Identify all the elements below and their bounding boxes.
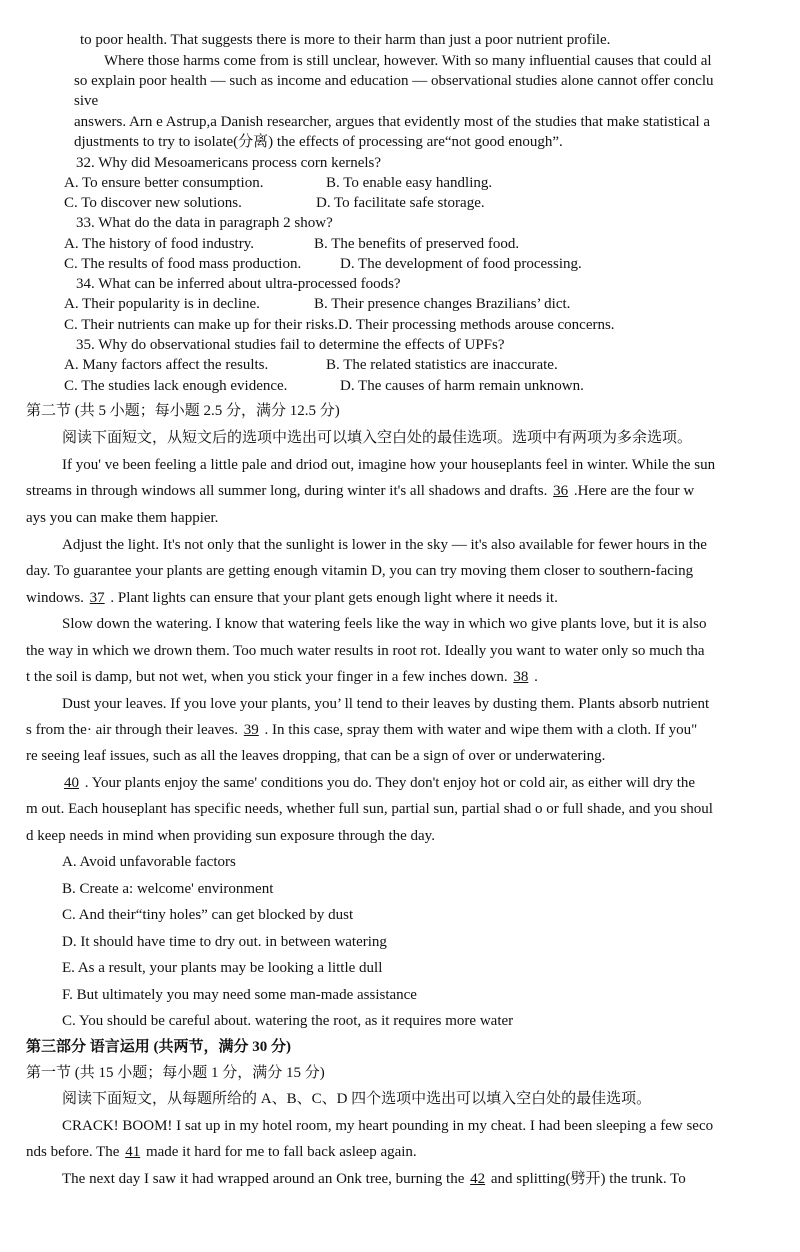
section-instruction: 阅读下面短文，从短文后的选项中选出可以填入空白处的最佳选项。选项中有两项为多余选项。: [62, 430, 693, 446]
paragraph-line: the way in which we drown them. Too much water results in root rot. Ideally you want to water only so much tha: [26, 643, 705, 659]
option: C. Their nutrients can make up for their risks.D. Their processing methods arouse concerns.: [64, 317, 615, 333]
section-instruction: 阅读下面短文，从每题所给的 A、B、C、D 四个选项中选出可以填入空白处的最佳选项。: [62, 1091, 652, 1107]
choice-item: D. It should have time to dry out. in between watering: [62, 934, 387, 950]
paragraph-line: Slow down the watering. I know that watering feels like the way in which wo give plants love, but it is also: [62, 616, 707, 632]
option: B. To enable easy handling.: [326, 175, 493, 191]
passage-line: to poor health. That suggests there is more to their harm than just a poor nutrient profile.: [80, 32, 611, 48]
part-header: 第三部分 语言运用 (共两节，满分 30 分): [26, 1039, 291, 1055]
text: t the soil is damp, but not wet, when you stick your finger in a few inches down.: [26, 669, 512, 685]
option: A. Many factors affect the results.: [64, 357, 269, 373]
blank-41: 41: [125, 1144, 141, 1160]
question-stem-33: 33. What do the data in paragraph 2 show?: [76, 215, 333, 231]
paragraph-line: d keep needs in mind when providing sun exposure through the day.: [26, 828, 435, 844]
option: D. The development of food processing.: [340, 256, 582, 272]
choice-item: F. But ultimately you may need some man-made assistance: [62, 987, 417, 1003]
option: D. To facilitate safe storage.: [316, 195, 485, 211]
paragraph-line: m out. Each houseplant has specific needs, whether full sun, partial sun, partial shad o or full shade, and you shoul: [26, 801, 713, 817]
option: B. The benefits of preserved food.: [314, 236, 520, 252]
option: A. To ensure better consumption.: [64, 175, 264, 191]
paragraph-line: re seeing leaf issues, such as all the leaves dropping, that can be a sign of over or underwatering.: [26, 748, 606, 764]
paragraph-line: [62, 1169, 800, 1189]
blank-36: 36: [553, 483, 569, 499]
text: . Plant lights can ensure that your plant gets enough light where it needs it.: [106, 590, 558, 606]
choice-item: C. You should be careful about. watering the root, as it requires more water: [62, 1013, 514, 1029]
option: C. The studies lack enough evidence.: [64, 378, 288, 394]
passage-line: answers. Arn e Astrup,a Danish researcher, argues that evidently most of the studies that make statistical a: [74, 114, 711, 130]
paragraph-line: [62, 773, 800, 793]
option: A. Their popularity is in decline.: [64, 296, 260, 312]
paragraph-line: day. To guarantee your plants are getting enough vitamin D, you can try moving them closer to southern-facing: [26, 563, 694, 579]
passage-line: so explain poor health — such as income and education — observational studies alone cannot offer conclu: [74, 73, 714, 89]
question-stem-35: 35. Why do observational studies fail to determine the effects of UPFs?: [76, 337, 505, 353]
blank-39: 39: [243, 722, 259, 738]
paragraph-line: [26, 667, 800, 687]
option: C. The results of food mass production.: [64, 256, 302, 272]
text: .Here are the four w: [570, 483, 695, 499]
paragraph-line: Dust your leaves. If you love your plants, you’ ll tend to their leaves by dusting them. Plants absorb nutrient: [62, 696, 710, 712]
paragraph-line: [26, 481, 800, 501]
paragraph-line: Adjust the light. It's not only that the sunlight is lower in the sky — it's also available for fewer hours in the: [62, 537, 707, 553]
paragraph-line: [26, 720, 800, 740]
option: B. Their presence changes Brazilians’ dict.: [314, 296, 571, 312]
paragraph-line: [26, 1142, 800, 1162]
section-header: 第二节 (共 5 小题；每小题 2.5 分，满分 12.5 分): [26, 403, 340, 419]
paragraph-line: If you' ve been feeling a little pale and driod out, imagine how your houseplants feel in winter. While the sun: [62, 457, 716, 473]
blank-37: 37: [89, 590, 105, 606]
option: B. The related statistics are inaccurate.: [326, 357, 558, 373]
option: C. To discover new solutions.: [64, 195, 242, 211]
question-stem-34: 34. What can be inferred about ultra-processed foods?: [76, 276, 401, 292]
choice-item: B. Create a: welcome' environment: [62, 881, 274, 897]
text: streams in through windows all summer long, during winter it's all shadows and drafts.: [26, 483, 552, 499]
text: windows.: [26, 590, 88, 606]
passage-line: Where those harms come from is still unclear, however. With so many influential causes that could al: [104, 53, 712, 69]
choice-item: C. And their“tiny holes” can get blocked by dust: [62, 907, 354, 923]
choice-item: A. Avoid unfavorable factors: [62, 854, 236, 870]
option: D. The causes of harm remain unknown.: [340, 378, 584, 394]
choice-item: E. As a result, your plants may be looking a little dull: [62, 960, 383, 976]
text: s from the· air through their leaves.: [26, 722, 242, 738]
text: and splitting(劈开) the trunk. To: [487, 1171, 686, 1187]
blank-38: 38: [513, 669, 529, 685]
sub-section-header: 第一节 (共 15 小题；每小题 1 分，满分 15 分): [26, 1065, 325, 1081]
paragraph-line: ays you can make them happier.: [26, 510, 219, 526]
text: . Your plants enjoy the same' conditions you do. They don't enjoy hot or cold air, as either will dry the: [81, 775, 696, 791]
text: nds before. The: [26, 1144, 124, 1160]
option: A. The history of food industry.: [64, 236, 254, 252]
text: .: [530, 669, 538, 685]
text: made it hard for me to fall back asleep again.: [142, 1144, 417, 1160]
question-stem-32: 32. Why did Mesoamericans process corn kernels?: [76, 155, 382, 171]
paragraph-line: CRACK! BOOM! I sat up in my hotel room, my heart pounding in my cheat. I had been sleeping a few seco: [62, 1118, 714, 1134]
text: . In this case, spray them with water and wipe them with a cloth. If you": [260, 722, 698, 738]
passage-line: sive: [74, 93, 99, 109]
blank-42: 42: [470, 1171, 486, 1187]
text: The next day I saw it had wrapped around an Onk tree, burning the: [62, 1171, 469, 1187]
passage-line: djustments to try to isolate(分离) the effects of processing are“not good enough”.: [74, 134, 563, 150]
blank-40: 40: [64, 775, 79, 791]
paragraph-line: [26, 588, 800, 608]
